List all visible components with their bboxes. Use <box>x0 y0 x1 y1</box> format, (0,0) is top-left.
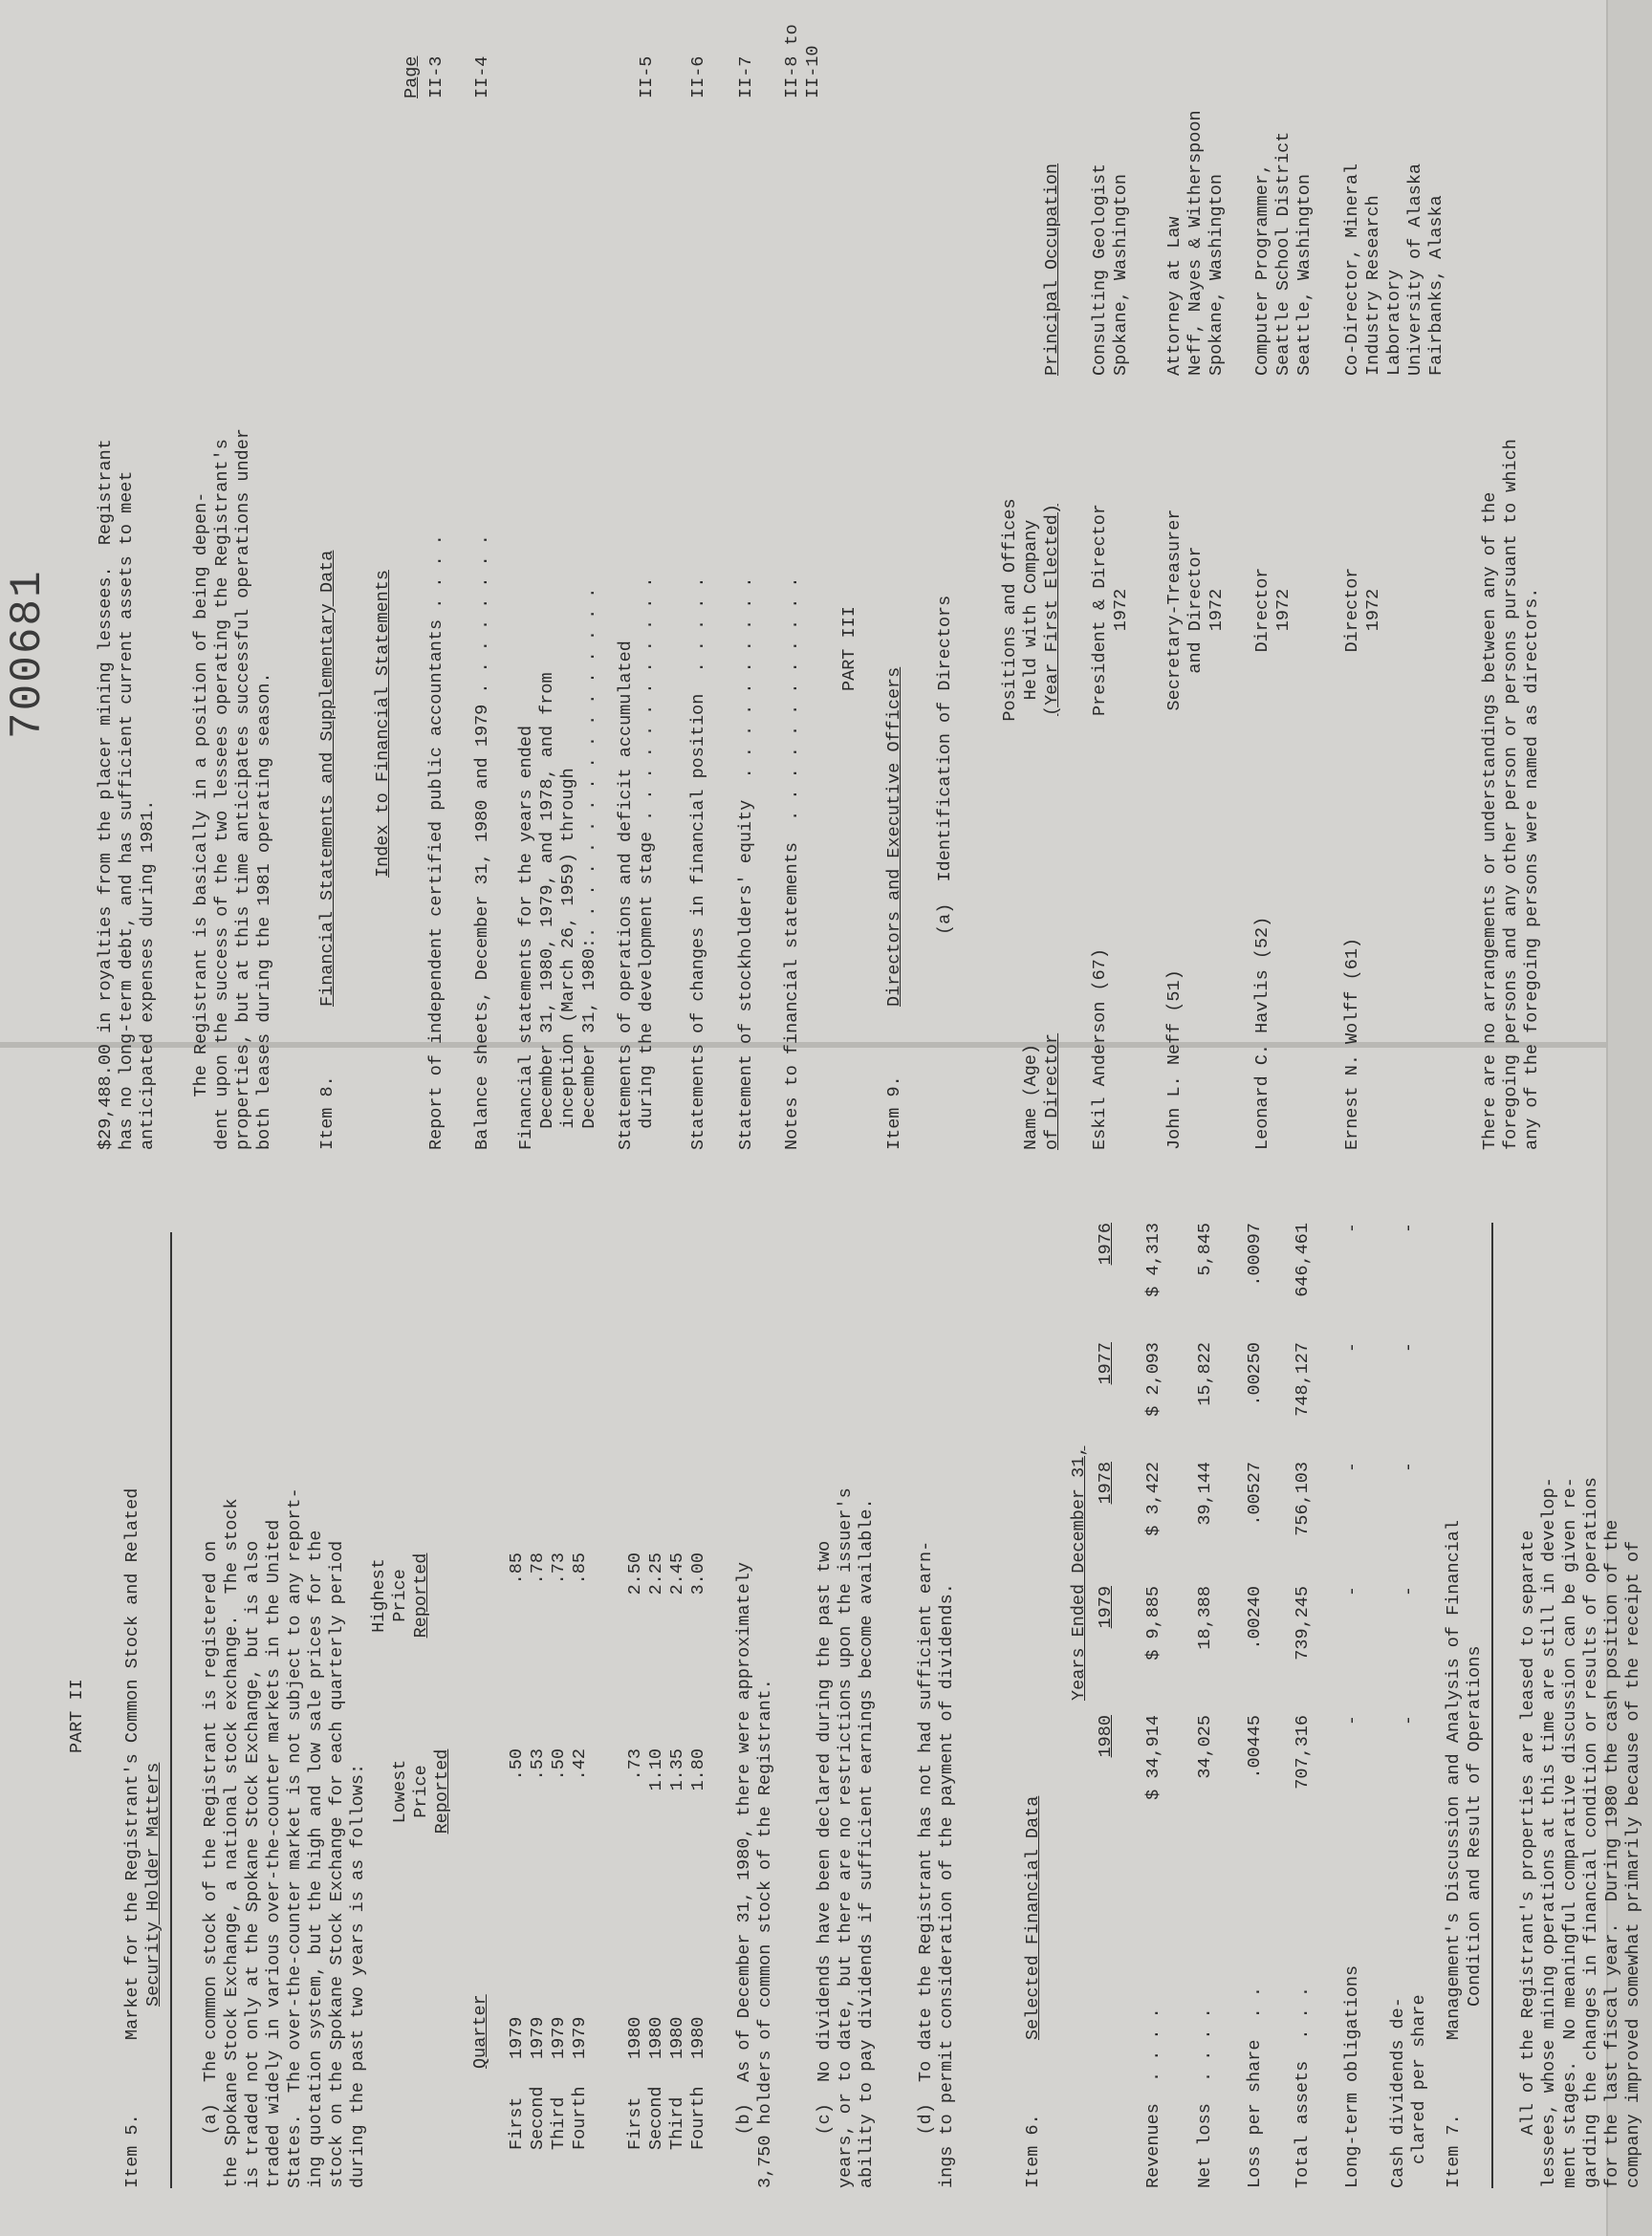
lessees-para-line: The Registrant is basically in a position of being depen- <box>191 491 211 1150</box>
identification-subtitle: (a) Identification of Directors <box>935 595 955 935</box>
closing-para-line: There are no arrangements or understandings between any of the <box>1480 491 1500 1150</box>
price-row-year: 1980 <box>646 2016 666 2059</box>
price-row-year: 1979 <box>528 2016 548 2059</box>
fin-year-header: 1978 <box>1096 1462 1116 1505</box>
item5-para-a-line: (a) The common stock of the Registrant is registered on <box>201 1540 221 2188</box>
price-row-quarter: First <box>625 2096 645 2150</box>
director-occupation: Spokane, Washington <box>1206 174 1227 376</box>
fin-cell: - <box>1399 1223 1419 1234</box>
index-entry-page: II-4 <box>472 55 492 98</box>
fin-cell: 34,025 <box>1195 1715 1215 1779</box>
index-title: Index to Financial Statements <box>373 570 393 878</box>
item5-title-line2: Security Holder Matters <box>143 1762 163 2007</box>
item7-para-line: lessees, whose mining operations at this time are still in develop- <box>1539 1477 1559 2188</box>
fin-year-header: 1977 <box>1096 1342 1116 1385</box>
price-row-lowest: 1.35 <box>667 1748 687 1791</box>
page-column-header: Page <box>402 55 422 98</box>
fin-row-label: Total assets . . . <box>1293 1986 1313 2188</box>
highest-header-1: Highest <box>369 1558 389 1633</box>
director-name: Eskil Anderson (67) <box>1090 948 1110 1150</box>
lessees-para-line: both leases during the 1981 operating season. <box>254 672 274 1150</box>
fin-cell: 15,822 <box>1195 1342 1215 1406</box>
director-position: and Director <box>1185 546 1206 674</box>
price-row-highest: .85 <box>570 1552 590 1585</box>
item5-para-b-line: (b) As of December 31, 1980, there were approximately <box>734 1561 754 2188</box>
continued-para-line: has no long-term debt, and has sufficient current assets to meet <box>117 470 137 1150</box>
price-row-quarter: Third <box>667 2096 687 2150</box>
director-occupation: Laboratory <box>1384 269 1404 376</box>
price-row-year: 1980 <box>625 2016 645 2059</box>
closing-para-line: foregoing persons and any other person or persons pursuant to which <box>1501 439 1521 1150</box>
fin-cell: - <box>1399 1586 1419 1597</box>
position-header: Held with Company <box>1021 519 1041 701</box>
director-occupation: Industry Research <box>1363 195 1383 376</box>
fin-cell: 39,144 <box>1195 1462 1215 1526</box>
item7-para-line: All of the Registrant's properties are leased to separate <box>1518 1530 1538 2188</box>
index-entry-text: December 31, 1980, 1979, and 1978, and from <box>537 672 557 1150</box>
fin-cell: - <box>1399 1462 1419 1473</box>
lowest-header-2: Price <box>411 1765 431 1818</box>
fin-cell: $ 3,422 <box>1143 1462 1163 1536</box>
director-position: Director <box>1252 567 1272 653</box>
item5-rule <box>170 1232 172 2188</box>
price-row-highest: .85 <box>507 1552 527 1585</box>
item5-para-a-line: traded widely in various over-the-counter markets in the United <box>264 1519 284 2188</box>
director-name: Leonard C. Havlis (52) <box>1252 916 1272 1150</box>
item5-para-d-line: (d) To date the Registrant has not had sufficient earn- <box>916 1540 936 2188</box>
continued-para-line: $29,488.00 in royalties from the placer mining lessees. Registrant <box>96 439 116 1150</box>
fin-cell: $ 9,885 <box>1143 1586 1163 1661</box>
index-entry-text: December 31, 1980:. . . . . . . . . . . . . . . . . <box>579 587 599 1150</box>
fin-cell: .00240 <box>1245 1586 1265 1650</box>
fin-cell: 646,461 <box>1293 1223 1313 1297</box>
item8-number: Item 8. <box>317 1075 337 1150</box>
fin-row-label: Net loss . . . . <box>1195 2008 1215 2188</box>
price-row-year: 1979 <box>507 2016 527 2059</box>
fin-cell: .00527 <box>1245 1462 1265 1526</box>
director-name-header: of Director <box>1042 1032 1062 1150</box>
item9-title: Directors and Executive Officers <box>884 666 904 1007</box>
price-row-highest: .73 <box>549 1552 569 1585</box>
lessees-para-line: dent upon the success of the two lessees operating the Registrant's <box>212 439 232 1150</box>
continued-para-line: anticipated expenses during 1981. <box>138 799 158 1150</box>
price-row-lowest: .50 <box>549 1748 569 1781</box>
fin-row-label: Cash dividends de- <box>1388 1997 1408 2188</box>
price-row-lowest: 1.80 <box>688 1748 708 1791</box>
closing-para-line: any of the foregoing persons were named as directors. <box>1522 587 1542 1150</box>
part-ii-title: PART II <box>67 1679 87 1753</box>
index-entry-text: Balance sheets, December 31, 1980 and 1979 . . . . . . . . <box>472 534 492 1150</box>
left-page <box>0 1194 1643 2236</box>
item5-number: Item 5. <box>122 2114 142 2188</box>
document-stamp: 700681 <box>3 569 53 739</box>
price-row-lowest: .42 <box>570 1748 590 1781</box>
director-position: 1972 <box>1206 588 1227 632</box>
fin-year-header: 1976 <box>1096 1223 1116 1266</box>
fin-row-label: Revenues . . . . <box>1143 2008 1163 2188</box>
price-row-highest: .78 <box>528 1552 548 1585</box>
director-occupation: Computer Programmer, <box>1252 163 1272 376</box>
item5-para-a-line: is traded not only at the Spokane Stock Exchange, but is also <box>243 1540 263 2188</box>
item7-title-line1: Management's Discussion and Analysis of Financial <box>1444 1520 1464 2040</box>
fin-cell: $ 4,313 <box>1143 1223 1163 1297</box>
item5-para-c-line: ability to pay dividends if sufficient earnings become available. <box>857 1498 877 2188</box>
fin-cell: - <box>1342 1586 1362 1597</box>
price-row-quarter: First <box>507 2096 527 2150</box>
price-row-quarter: Second <box>646 2086 666 2150</box>
director-occupation: Fairbanks, Alaska <box>1426 195 1446 376</box>
item8-title: Financial Statements and Supplementary Data <box>317 550 337 1007</box>
fin-cell: - <box>1342 1715 1362 1726</box>
director-name-header: Name (Age) <box>1021 1043 1041 1150</box>
fin-cell: - <box>1399 1342 1419 1354</box>
index-entry-page: II-10 <box>803 45 823 98</box>
item5-para-a-line: during the past two years is as follows: <box>348 1763 368 2188</box>
price-row-quarter: Fourth <box>688 2086 708 2150</box>
director-occupation: Seattle School District <box>1273 131 1293 376</box>
item5-para-b-line: 3,750 holders of common stock of the Registrant. <box>755 1679 775 2188</box>
director-occupation: University of Alaska <box>1405 163 1425 376</box>
director-occupation: Co-Director, Mineral <box>1342 163 1362 376</box>
fin-cell: .00250 <box>1245 1342 1265 1406</box>
index-entry-text: Report of independent certified public accountants . . . . <box>426 534 446 1150</box>
item7-para-line: company improved somewhat primarily because of the receipt of <box>1623 1540 1643 2188</box>
price-row-year: 1979 <box>549 2016 569 2059</box>
index-entry-text: Statements of operations and deficit accumulated <box>616 640 636 1150</box>
price-row-year: 1980 <box>667 2016 687 2059</box>
highest-header-2: Price <box>390 1569 410 1622</box>
director-occupation: Consulting Geologist <box>1090 163 1110 376</box>
part-iii-title: PART III <box>839 606 859 691</box>
fin-cell: - <box>1342 1223 1362 1234</box>
item7-number: Item 7. <box>1444 2114 1464 2188</box>
price-row-lowest: .73 <box>625 1748 645 1781</box>
quarter-header: Quarter <box>470 1994 490 2069</box>
fin-cell: 18,388 <box>1195 1586 1215 1650</box>
item6-number: Item 6. <box>1023 2114 1043 2188</box>
director-position: 1972 <box>1111 588 1131 632</box>
fin-cell: 739,245 <box>1293 1586 1313 1661</box>
price-row-highest: 2.45 <box>667 1552 687 1596</box>
price-row-highest: 3.00 <box>688 1552 708 1596</box>
fin-years-header: Years Ended December 31, <box>1069 1445 1089 1701</box>
index-entry-text: Statement of stockholders' equity . . . . . . . . . . <box>736 576 756 1150</box>
item7-title-line2: Condition and Result of Operations <box>1465 1645 1485 2007</box>
fin-cell: $ 2,093 <box>1143 1342 1163 1417</box>
director-name: Ernest N. Wolff (61) <box>1342 937 1362 1150</box>
index-entry-text: Financial statements for the years ended <box>516 725 536 1150</box>
highest-header-3: Reported <box>411 1552 431 1639</box>
fin-cell: 748,127 <box>1293 1342 1313 1417</box>
item5-para-a-line: the Spokane Stock Exchange, a national stock exchange. The stock <box>222 1498 242 2188</box>
item7-para-line: ment stages. No meaningful comparative discussion can be given re- <box>1560 1477 1580 2188</box>
item7-para-line: garding the changes in financial condition or results of operations <box>1581 1477 1601 2188</box>
fin-cell: $ 34,914 <box>1143 1715 1163 1800</box>
index-entry-page: II-5 <box>637 55 657 98</box>
fin-row-label-2: clared per share <box>1409 1994 1429 2164</box>
item5-para-c-line: (c) No dividends have been declared during the past two <box>815 1540 835 2188</box>
position-header: Positions and Offices <box>1000 498 1020 722</box>
director-occupation: Spokane, Washington <box>1111 174 1131 376</box>
price-row-quarter: Third <box>549 2096 569 2150</box>
price-row-highest: 2.25 <box>646 1552 666 1596</box>
fin-cell: .00445 <box>1245 1715 1265 1779</box>
occupation-header: Principal Occupation <box>1042 163 1062 376</box>
director-position: Secretary-Treasurer <box>1164 509 1185 711</box>
item7-para-line: for the last fiscal year. During 1980 the cash position of the <box>1602 1519 1622 2188</box>
fin-cell: - <box>1399 1715 1419 1726</box>
item5-title-line1: Market for the Registrant's Common Stock and Related <box>122 1487 142 2040</box>
index-entry-page: II-3 <box>426 55 446 98</box>
director-occupation: Neff, Nayes & Witherspoon <box>1185 110 1206 376</box>
director-position: President & Director <box>1090 503 1110 717</box>
fin-cell: 707,316 <box>1293 1715 1313 1790</box>
index-entry-page: II-8 to <box>782 24 802 98</box>
lowest-header-1: Lowest <box>390 1759 410 1824</box>
index-entry-text: Statements of changes in financial position . . . . . <box>688 576 708 1150</box>
item6-title: Selected Financial Data <box>1023 1795 1043 2040</box>
index-entry-text: inception (March 26, 1959) through <box>558 768 578 1150</box>
price-row-year: 1979 <box>570 2016 590 2059</box>
item5-para-a-line: stock on the Spokane Stock Exchange for each quarterly period <box>327 1540 347 2188</box>
position-header: (Year First Elected) <box>1042 503 1062 717</box>
price-row-year: 1980 <box>688 2016 708 2059</box>
director-position: 1972 <box>1363 588 1383 632</box>
fin-cell: 5,845 <box>1195 1223 1215 1276</box>
fin-year-header: 1979 <box>1096 1586 1116 1629</box>
fin-cell: - <box>1342 1342 1362 1354</box>
item5-para-a-line: States. The over-the-counter market is not subject to any report- <box>285 1487 305 2188</box>
item5-para-d-line: ings to permit consideration of the payment of dividends. <box>937 1583 957 2188</box>
fin-cell: 756,103 <box>1293 1462 1313 1536</box>
lowest-header-3: Reported <box>432 1748 452 1834</box>
fin-cell: .00097 <box>1245 1223 1265 1287</box>
director-position: 1972 <box>1273 588 1293 632</box>
fin-year-header: 1980 <box>1096 1715 1116 1758</box>
lessees-para-line: properties, but at this time anticipates successful operations under <box>233 428 253 1150</box>
director-position: Director <box>1342 567 1362 653</box>
item9-number: Item 9. <box>884 1075 904 1150</box>
director-occupation: Seattle, Washington <box>1294 174 1315 376</box>
price-row-quarter: Second <box>528 2086 548 2150</box>
fin-cell: - <box>1342 1462 1362 1473</box>
price-row-lowest: .53 <box>528 1748 548 1781</box>
item5-para-a-line: ing quotation system, but the high and low sale prices for the <box>306 1530 326 2188</box>
index-entry-page: II-7 <box>736 55 756 98</box>
item5-para-c-line: years, or to date, but there are no restrictions upon the issuer's <box>836 1487 856 2188</box>
fin-row-label: Loss per share . . <box>1245 1986 1265 2188</box>
fin-row-label: Long-term obligations <box>1342 1965 1362 2188</box>
index-entry-text: during the development stage . . . . . . . . . . . . <box>637 576 657 1150</box>
price-row-lowest: 1.10 <box>646 1748 666 1791</box>
item7-rule <box>1491 1223 1493 2188</box>
index-entry-page: II-6 <box>688 55 708 98</box>
director-name: John L. Neff (51) <box>1164 969 1185 1150</box>
price-row-quarter: Fourth <box>570 2086 590 2150</box>
director-occupation: Attorney at Law <box>1164 216 1185 376</box>
price-row-highest: 2.50 <box>625 1552 645 1596</box>
price-row-lowest: .50 <box>507 1748 527 1781</box>
index-entry-text: Notes to financial statements . . . . . . . . . . . . <box>782 576 802 1150</box>
